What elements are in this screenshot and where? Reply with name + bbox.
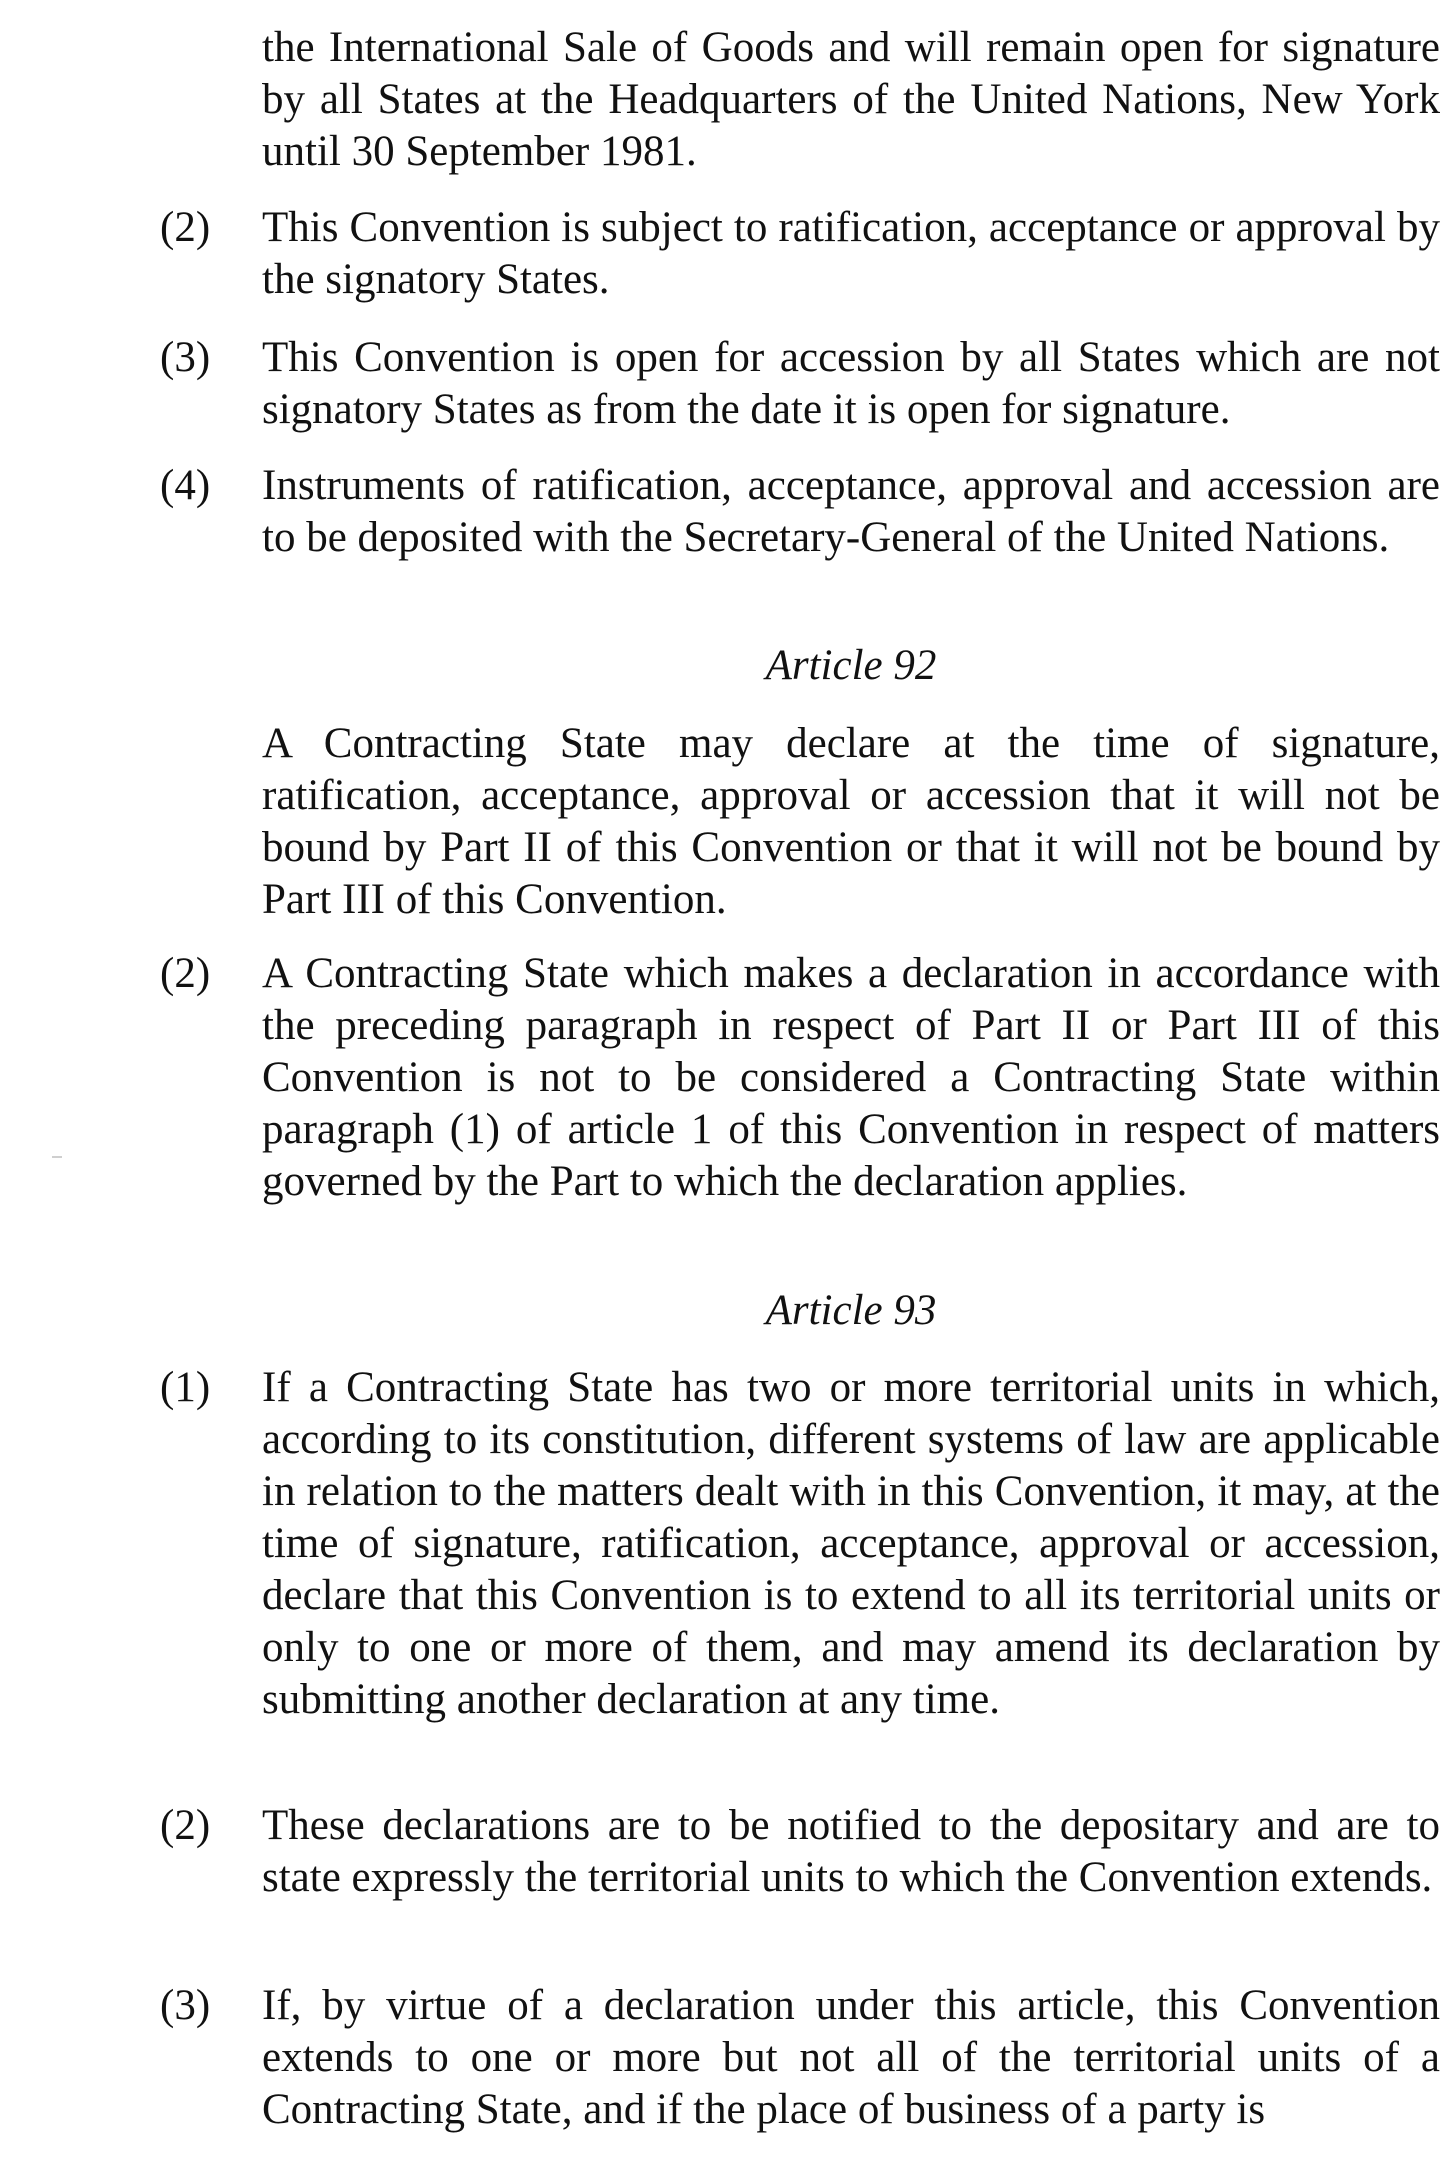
paragraph-continuation: the International Sale of Goods and will remain open for signature by all States at the Headquarters of the United Nations, New York until 30 September 1981. <box>262 24 1440 175</box>
paragraph-number: (2) <box>160 950 211 997</box>
paragraph-number: (3) <box>160 334 211 381</box>
article-heading: Article 93 <box>765 1287 937 1334</box>
paragraph-text: Instruments of ratification, acceptance, approval and accession are to be deposited with the Secretary-General of the United Nations. <box>262 462 1440 561</box>
paragraph-text: This Convention is subject to ratification, acceptance or approval by the signatory States. <box>262 204 1440 303</box>
scan-speck <box>52 1156 62 1158</box>
paragraph-text: A Contracting State which makes a declaration in accordance with the preceding paragraph in respect of Part II or Part III of this Convention is not to be considered a Contracting State within paragraph (1) of article 1 of this Convention in respect of matters governed by the Part to which the declaration applies. <box>262 950 1440 1205</box>
paragraph-text: A Contracting State may declare at the time of signature, ratification, acceptance, approval or accession that it will not be bound by Part II of this Convention or that it will not be bound by Part III of this Convention. <box>262 720 1440 923</box>
paragraph-number: (3) <box>160 1982 211 2029</box>
paragraph-number: (1) <box>160 1364 211 1411</box>
paragraph-number: (4) <box>160 462 211 509</box>
paragraph-number: (2) <box>160 1802 211 1849</box>
article-heading: Article 92 <box>765 642 937 689</box>
paragraph-text: These declarations are to be notified to the depositary and are to state expressly the territorial units to which the Convention extends. <box>262 1802 1440 1901</box>
paragraph-text: If, by virtue of a declaration under this article, this Convention extends to one or more but not all of the territorial units of a Contracting State, and if the place of business of a party is <box>262 1982 1440 2133</box>
paragraph-text: This Convention is open for accession by all States which are not signatory States as from the date it is open for signature. <box>262 334 1440 433</box>
paragraph-number: (2) <box>160 204 211 251</box>
paragraph-text: If a Contracting State has two or more territorial units in which, according to its constitution, different systems of law are applicable in relation to the matters dealt with in this Convention, it may, at the time of signature, ratification, acceptance, approval or accession, declare that this Convention is to extend to all its territorial units or only to one or more of them, and may amend its declaration by submitting another declaration at any time. <box>262 1364 1440 1723</box>
